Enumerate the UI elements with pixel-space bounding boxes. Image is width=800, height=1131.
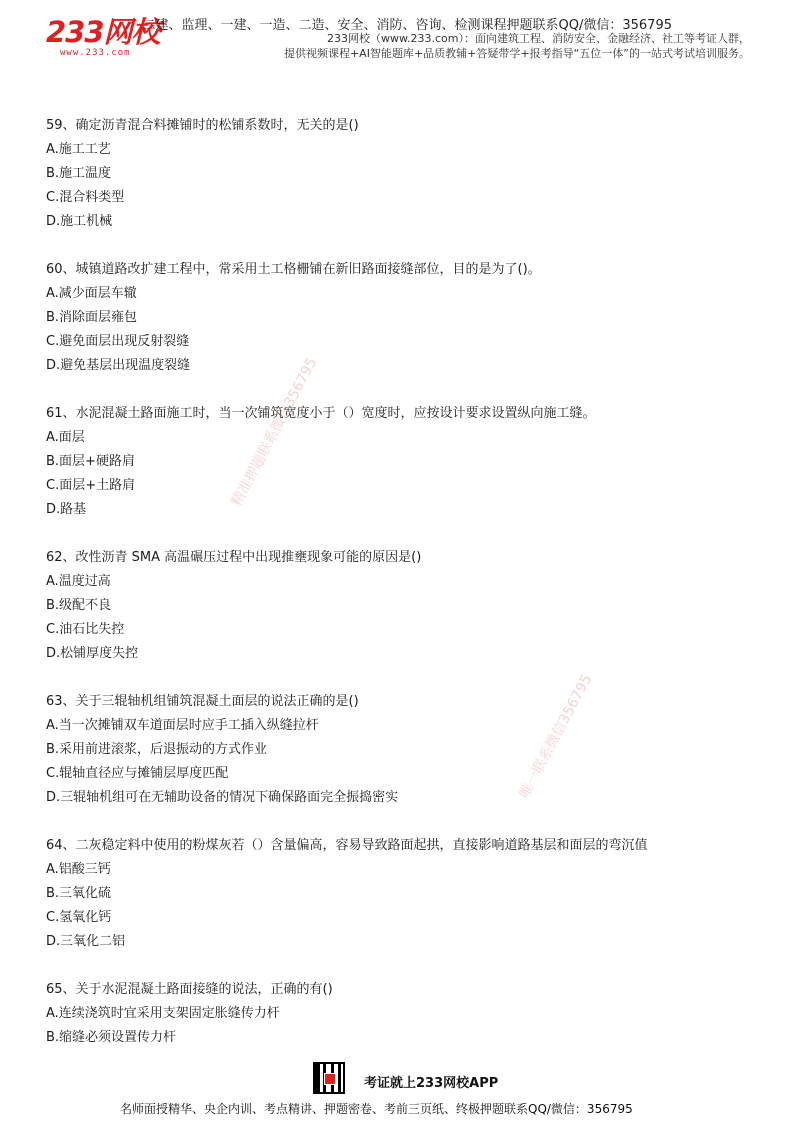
question-stem: 61、水泥混凝土路面施工时，当一次铺筑宽度小于（）宽度时，应按设计要求设置纵向施工缝。 <box>46 406 596 421</box>
option-a: A.面层 <box>46 430 85 445</box>
option-d: D.松铺厚度失控 <box>46 646 139 661</box>
question-62 <box>46 546 766 666</box>
option-c: C.混合料类型 <box>46 190 125 205</box>
question-61 <box>46 402 766 522</box>
footer-app-title: 考证就上233网校APP <box>364 1076 499 1091</box>
option-d: D.避免基层出现温度裂缝 <box>46 358 191 373</box>
page-footer <box>0 1060 800 1131</box>
question-stem: 59、确定沥青混合料摊铺时的松铺系数时，无关的是() <box>46 118 359 133</box>
question-stem: 63、关于三辊轴机组铺筑混凝土面层的说法正确的是() <box>46 694 359 709</box>
option-a: A.铝酸三钙 <box>46 862 111 877</box>
watermark-text: 唯一联系微信356795 <box>516 672 596 801</box>
qr-logo-icon <box>324 1073 336 1085</box>
footer-contact-text: 名师面授精华、央企内训、考点精讲、押题密卷、考前三页纸、终极押题联系QQ/微信：356795 <box>120 1102 633 1116</box>
option-a: A.当一次摊铺双车道面层时应手工插入纵缝拉杆 <box>46 718 319 733</box>
option-b: B.缩缝必须设置传力杆 <box>46 1030 177 1045</box>
option-d: D.三辊轴机组可在无辅助设备的情况下确保路面完全振捣密实 <box>46 790 399 805</box>
option-b: B.采用前进滚浆，后退振动的方式作业 <box>46 742 268 757</box>
option-c: C.氢氧化钙 <box>46 910 112 925</box>
header-course-line: 二建、监理、一建、一造、二造、安全、消防、咨询、检测课程押题联系QQ/微信：356795 <box>142 18 672 33</box>
question-59 <box>46 114 766 234</box>
option-c: C.辊轴直径应与摊铺层厚度匹配 <box>46 766 229 781</box>
question-60 <box>46 258 766 378</box>
header-intro-line: 233网校（www.233.com）：面向建筑工程、消防安全、金融经济、社工等考证人群， <box>327 32 750 45</box>
option-d: D.三氧化二铝 <box>46 934 126 949</box>
option-c: C.面层+土路肩 <box>46 478 136 493</box>
option-d: D.施工机械 <box>46 214 113 229</box>
option-c: C.避免面层出现反射裂缝 <box>46 334 190 349</box>
page-header <box>0 0 800 70</box>
option-d: D.路基 <box>46 502 87 517</box>
question-stem: 65、关于水泥混凝土路面接缝的说法，正确的有() <box>46 982 333 997</box>
qr-code-icon[interactable] <box>313 1062 345 1094</box>
option-b: B.级配不良 <box>46 598 112 613</box>
question-65 <box>46 978 766 1050</box>
watermark-text: 精准押题联系微信356795 <box>228 355 321 509</box>
question-stem: 62、改性沥青 SMA 高温碾压过程中出现推壅现象可能的原因是() <box>46 550 422 565</box>
question-stem: 60、城镇道路改扩建工程中，常采用土工格栅铺在新旧路面接缝部位，目的是为了()。 <box>46 262 541 277</box>
header-service-line: 提供视频课程+AI智能题库+品质教辅+答疑带学+报考指导“五位一体”的一站式考试培训服务。 <box>283 47 750 60</box>
option-a: A.减少面层车辙 <box>46 286 137 301</box>
logo-text: 233网校 <box>46 15 160 49</box>
logo-url: www.233.com <box>60 48 131 58</box>
option-a: A.温度过高 <box>46 574 111 589</box>
option-b: B.施工温度 <box>46 166 112 181</box>
option-b: B.面层+硬路肩 <box>46 454 135 469</box>
option-a: A.连续浇筑时宜采用支架固定胀缝传力杆 <box>46 1006 280 1021</box>
option-b: B.三氧化硫 <box>46 886 112 901</box>
question-64 <box>46 834 766 954</box>
question-63 <box>46 690 766 810</box>
option-a: A.施工工艺 <box>46 142 111 157</box>
question-stem: 64、二灰稳定料中使用的粉煤灰若（）含量偏高，容易导致路面起拱，直接影响道路基层和面层的弯沉值 <box>46 838 648 853</box>
question-list <box>46 114 766 1074</box>
option-b: B.消除面层雍包 <box>46 310 138 325</box>
option-c: C.油石比失控 <box>46 622 125 637</box>
